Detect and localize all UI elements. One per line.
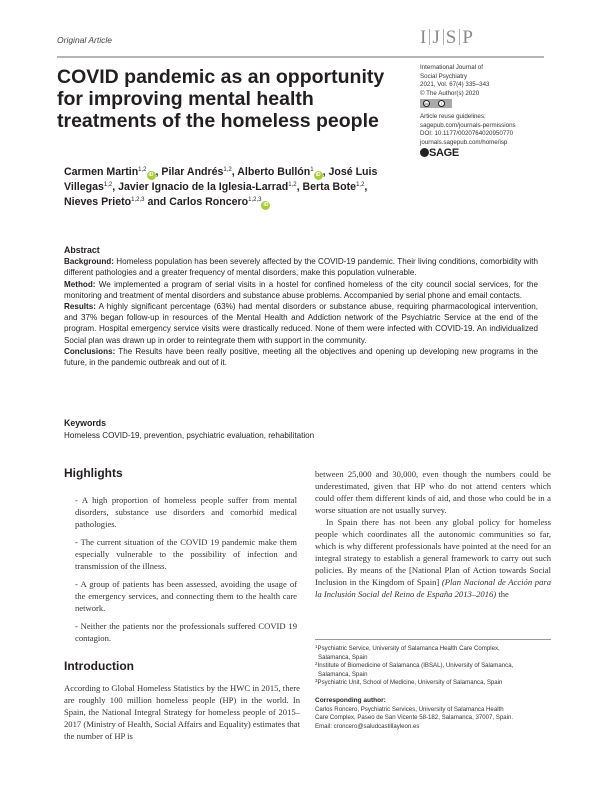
corresponding-line: Carlos Roncero, Psychiatric Services, University of Salamanca Health bbox=[315, 705, 504, 713]
author-name: Nieves Prieto bbox=[64, 196, 132, 208]
cc-by-nc-icon[interactable]: cc i bbox=[420, 99, 452, 108]
author-name: Carlos Roncero bbox=[169, 196, 249, 208]
body-paragraph bbox=[315, 516, 551, 600]
section-label: Method: bbox=[64, 279, 96, 289]
affiliation-cont: Salamanca, Spain bbox=[318, 653, 368, 661]
author-separator: , bbox=[364, 181, 368, 193]
section-label: Conclusions: bbox=[64, 346, 116, 356]
affiliation-text: Psychiatric Unit, School of Medicine, University of Salamanca, Spain bbox=[317, 679, 503, 686]
author-affiliation: 1,2,3 bbox=[248, 197, 262, 203]
abstract-background bbox=[64, 256, 538, 278]
author-affiliation: 1,2 bbox=[103, 182, 113, 188]
introduction-body bbox=[64, 682, 300, 742]
author-affiliation: 1,2,3 bbox=[131, 197, 145, 203]
keywords-text: Homeless COVID-19, prevention, psychiatric evaluation, rehabilitation bbox=[64, 430, 315, 440]
keywords-heading: Keywords bbox=[64, 418, 107, 428]
highlights-heading: Highlights bbox=[64, 466, 123, 480]
section-label: Results: bbox=[64, 302, 96, 312]
section-text: Homeless population has been severely affected by the COVID-19 pandemic. Their living conditions, comorbidity with different pathologies and a greater frequency of mental disorders, make this population vulnerable. bbox=[64, 257, 538, 278]
abstract-results bbox=[64, 301, 538, 346]
paragraph-text: In Spain there has not been any global policy for homeless people which coordinates all the autonomic communities so far, which is why different professionals have pointed at the need for an integral strategy to establish a general framework to carry out such policies. By means of the [National Plan of Action towards Social Inclusion in the Kingdom of Spain] bbox=[315, 517, 551, 587]
author-affiliation: 1,2 bbox=[356, 182, 365, 188]
reuse-line: Article reuse guidelines: bbox=[420, 112, 486, 120]
logo-letter: P bbox=[462, 27, 474, 48]
journal-info-line: © The Author(s) 2020 bbox=[420, 89, 480, 97]
affiliation bbox=[315, 662, 555, 671]
corresponding-email[interactable]: Email: croncero@saludcastillayleon.es bbox=[315, 722, 420, 730]
journal-info-line: Social Psychiatry bbox=[420, 72, 468, 80]
affiliations bbox=[315, 645, 555, 688]
orcid-icon[interactable]: iD bbox=[263, 202, 269, 208]
orcid-icon[interactable]: iD bbox=[315, 172, 321, 178]
doi-link[interactable]: DOI: 10.1177/0020764020950770 bbox=[420, 130, 514, 138]
journal-logo bbox=[420, 27, 474, 49]
section-text: We implemented a program of serial visits in a hostel for confined homeless of the city council social services, for the monitoring and treatment of mental disorders and substance abuse problems. Accompanied by serial phone and email contacts. bbox=[64, 279, 539, 300]
author-name: José Luis Villegas bbox=[64, 166, 378, 193]
abstract bbox=[64, 245, 538, 368]
affiliation bbox=[315, 679, 555, 688]
keywords bbox=[64, 418, 538, 441]
affiliation-cont: Salamanca, Spain bbox=[318, 670, 368, 678]
affiliation-number: 3 bbox=[315, 678, 318, 683]
highlight-item: - Neither the patients nor the professionals suffered COVID 19 contagion. bbox=[75, 621, 297, 643]
journal-info-line: 2021, Vol. 67(4) 335–343 bbox=[420, 81, 490, 89]
abstract-method bbox=[64, 279, 538, 301]
article-type-label: Original Article bbox=[57, 35, 112, 45]
corresponding-heading: Corresponding author: bbox=[315, 697, 386, 704]
affiliation-number: 1 bbox=[315, 644, 318, 649]
publisher-name: SAGE bbox=[429, 147, 459, 160]
journal-info bbox=[420, 64, 580, 158]
author-separator: , bbox=[231, 166, 238, 178]
section-text: A highly significant percentage (63%) had mental disorders or substance abuse, requiring pharmacological intervention, and 37% began follow-up in resources of the Mental Health and Addiction network of the Psychiatric Service at the end of the program. Hospital emergency service visits were drastically reduced. None of them were infected with COVID-19. An individualized Social plan was drawn up in order to reintegrate them with support in the community. bbox=[64, 302, 538, 345]
highlights-list bbox=[75, 494, 297, 650]
introduction-heading: Introduction bbox=[64, 659, 134, 673]
author-name: Javier Ignacio de la Iglesia-Larrad bbox=[118, 181, 289, 193]
author-affiliation: 1,2 bbox=[223, 167, 232, 173]
author-separator: , bbox=[296, 181, 303, 193]
author-separator: , bbox=[322, 166, 329, 178]
paragraph-text: the bbox=[496, 589, 509, 599]
sage-logo bbox=[420, 148, 580, 158]
abstract-heading: Abstract bbox=[64, 245, 100, 255]
logo-letter: S bbox=[445, 27, 458, 48]
journal-info-line: International Journal of bbox=[420, 64, 483, 71]
journal-link[interactable]: journals.sagepub.com/home/isp bbox=[420, 138, 508, 146]
sage-icon bbox=[420, 148, 429, 157]
author-name: Pilar Andrés bbox=[161, 166, 224, 178]
author-affiliation: 1 bbox=[310, 167, 314, 173]
orcid-icon[interactable]: iD bbox=[148, 172, 154, 178]
highlight-item: - A group of patients has been assessed, avoiding the usage of the emergency services, and connecting them to the health care network. bbox=[75, 579, 297, 613]
author-separator: , bbox=[155, 166, 162, 178]
logo-letter: J bbox=[432, 27, 441, 48]
abstract-conclusions bbox=[64, 346, 538, 368]
affiliation-text: Psychiatric Service, University of Salamanca Health Care Complex, bbox=[317, 645, 500, 652]
author-affiliation: 1,2 bbox=[138, 167, 147, 173]
author-separator: and bbox=[144, 196, 170, 208]
corresponding-author bbox=[315, 697, 555, 731]
introduction-paragraph: According to Global Homeless Statistics by the HWC in 2015, there are roughly 100 million homeless people (HP) in the world. In Spain, the National Integral Strategy for homeless people of 2015–2017 (Ministry of Health, Social Affairs and Equality) estimates that the number of HP is bbox=[64, 683, 300, 741]
affiliation-text: Institute of Biomedicine of Salamanca (IBSAL), University of Salamanca, bbox=[317, 662, 514, 669]
highlight-item: - A high proportion of homeless people suffer from mental disorders, substance use disorders and comorbid medical pathologies. bbox=[75, 495, 297, 529]
highlight-item: - The current situation of the COVID 19 pandemic make them especially vulnerable to the possibility of infection and transmission of the illness. bbox=[75, 537, 297, 571]
author-name: Berta Bote bbox=[302, 181, 357, 193]
logo-letter: I bbox=[420, 27, 428, 48]
author-separator: , bbox=[112, 181, 119, 193]
author-list bbox=[64, 165, 404, 210]
author-name: Carmen Martin bbox=[64, 166, 139, 178]
author-affiliation: 1,2 bbox=[288, 182, 297, 188]
section-label: Background: bbox=[64, 257, 114, 267]
section-text: The Results have been really positive, meeting all the objectives and opening up developing new programs in the future, in the pandemic outbreak and out of it. bbox=[64, 346, 539, 368]
footnote-divider bbox=[315, 639, 551, 640]
right-column-body bbox=[315, 468, 551, 600]
header-divider bbox=[57, 56, 544, 58]
affiliation-number: 2 bbox=[315, 661, 318, 666]
paragraph-italic: (Plan Nacional de Acción para la Inclusión Social del Reino de España 2013–2016) bbox=[315, 577, 552, 599]
author-name: Alberto Bullón bbox=[237, 166, 311, 178]
body-paragraph: between 25,000 and 30,000, even though the numbers could be underestimated, given that HP who do not attend centers which could offer them different kinds of aid, and those who could be in a worse situation are not usually survey. bbox=[315, 469, 551, 515]
corresponding-line: Care Complex, Paseo de San Vicente 58-182, Salamanca, 37007, Spain. bbox=[315, 714, 514, 721]
reuse-link[interactable]: sagepub.com/journals-permissions bbox=[420, 121, 516, 129]
article-title: COVID pandemic as an opportunity for improving mental health treatments of the homeless people bbox=[57, 66, 385, 132]
affiliation bbox=[315, 645, 555, 654]
